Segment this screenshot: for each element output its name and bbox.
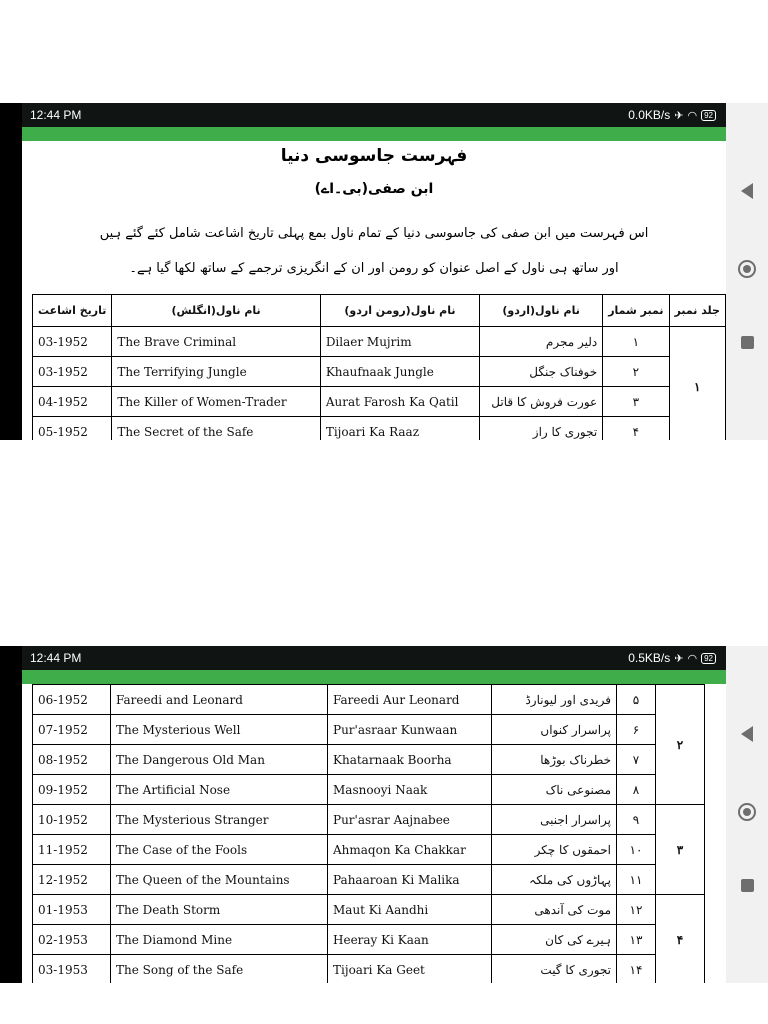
cell-roman: Pur'asrar Aajnabee [328,805,492,835]
back-triangle-icon [741,726,753,742]
header-english: نام ناول(انگلش) [112,295,320,327]
table-row [33,865,705,895]
back-button[interactable] [726,183,768,199]
header-date: تاریخ اشاعت [33,295,112,327]
table-row [33,685,705,715]
home-circle-icon [738,260,756,278]
cell-english: The Song of the Safe [111,955,328,984]
status-time: 12:44 PM [30,108,82,122]
cell-english: The Terrifying Jungle [112,357,320,387]
cell-english: The Secret of the Safe [112,417,320,441]
table-row [33,955,705,984]
cell-roman: Khaufnaak Jungle [320,357,479,387]
home-button[interactable] [726,803,768,821]
table-row [33,805,705,835]
cell-english: Fareedi and Leonard [111,685,328,715]
nav-bar [726,103,768,440]
document-page [22,141,726,440]
screenshot-top [0,103,768,440]
screenshot-bottom [0,646,768,983]
status-bar [22,103,726,127]
cell-urdu: خطرناک بوڑھا [492,745,617,775]
cell-urdu: تجوری کا گیت [492,955,617,984]
cell-number: ۱۰ [617,835,656,865]
header-volume: جلد نمبر [669,295,725,327]
cell-english: The Mysterious Stranger [111,805,328,835]
table-header-row [33,295,726,327]
status-bar [22,646,726,670]
back-triangle-icon [741,183,753,199]
author-name: ابن صفی(بی۔اے) [314,181,434,197]
recent-square-icon [741,879,754,892]
home-button[interactable] [726,260,768,278]
table-row [33,745,705,775]
cell-number: ۶ [617,715,656,745]
description-line-1: اس فہرست میں ابن صفی کی جاسوسی دنیا کے تمام ناول بمع پہلی تاریخ اشاعت شامل کئے گئے ہیں [99,226,649,241]
document-page [22,684,726,983]
cell-date: 05-1952 [33,417,112,441]
cell-date: 04-1952 [33,387,112,417]
cell-urdu: پراسرار اجنبی [492,805,617,835]
cell-english: The Dangerous Old Man [111,745,328,775]
cell-date: 06-1952 [33,685,111,715]
table-row [33,327,726,357]
cell-date: 03-1952 [33,357,112,387]
cell-english: The Brave Criminal [112,327,320,357]
cell-roman: Maut Ki Aandhi [328,895,492,925]
cell-date: 03-1952 [33,327,112,357]
novel-table-bottom [32,684,705,983]
page-title: فہرست جاسوسی دنیا [280,146,468,166]
cell-urdu: عورت فروش کا قاتل [480,387,603,417]
recent-square-icon [741,336,754,349]
cell-english: The Artificial Nose [111,775,328,805]
cell-english: The Death Storm [111,895,328,925]
cell-roman: Ahmaqon Ka Chakkar [328,835,492,865]
table-row [33,895,705,925]
cell-volume: ۴ [656,895,705,984]
cell-roman: Dilaer Mujrim [320,327,479,357]
network-speed: 0.5KB/s [628,651,671,665]
cell-volume: ۲ [656,685,705,805]
cell-volume: ۳ [656,805,705,895]
recent-apps-button[interactable] [726,336,768,349]
app-header-bar [22,670,726,684]
status-time: 12:44 PM [30,651,82,665]
cell-date: 08-1952 [33,745,111,775]
cell-number: ۱۴ [617,955,656,984]
cell-urdu: دلیر مجرم [480,327,603,357]
cell-number: ۲ [603,357,669,387]
cell-urdu: موت کی آندھی [492,895,617,925]
back-button[interactable] [726,726,768,742]
cell-date: 11-1952 [33,835,111,865]
cell-roman: Pur'asraar Kunwaan [328,715,492,745]
airplane-icon: ✈ [674,652,684,665]
cell-roman: Heeray Ki Kaan [328,925,492,955]
cell-roman: Aurat Farosh Ka Qatil [320,387,479,417]
cell-number: ۱ [603,327,669,357]
cell-urdu: مصنوعی ناک [492,775,617,805]
nav-bar [726,646,768,983]
cell-number: ۹ [617,805,656,835]
table-row [33,775,705,805]
wifi-icon: ◠ [687,109,698,122]
cell-number: ۱۱ [617,865,656,895]
app-header-bar [22,127,726,141]
cell-urdu: احمقوں کا چکر [492,835,617,865]
cell-urdu: خوفناک جنگل [480,357,603,387]
cell-date: 01-1953 [33,895,111,925]
cell-volume: ۱ [669,327,725,441]
table-row [33,357,726,387]
cell-urdu: پہاڑوں کی ملکہ [492,865,617,895]
cell-date: 10-1952 [33,805,111,835]
cell-date: 02-1953 [33,925,111,955]
description-line-2: اور ساتھ ہی ناول کے اصل عنوان کو رومن اور ان کے انگریزی ترجمے کے ساتھ لکھا گیا ہے۔ [129,261,619,276]
battery-icon: 92 [701,110,716,121]
cell-roman: Khatarnaak Boorha [328,745,492,775]
table-row [33,925,705,955]
cell-urdu: پراسرار کنواں [492,715,617,745]
cell-roman: Fareedi Aur Leonard [328,685,492,715]
cell-english: The Case of the Fools [111,835,328,865]
network-speed: 0.0KB/s [628,108,671,122]
home-circle-icon [738,803,756,821]
wifi-icon: ◠ [687,652,698,665]
table-row [33,417,726,441]
cell-number: ۸ [617,775,656,805]
cell-urdu: ہیرے کی کان [492,925,617,955]
cell-date: 07-1952 [33,715,111,745]
cell-number: ۱۲ [617,895,656,925]
cell-urdu: تجوری کا راز [480,417,603,441]
cell-number: ۵ [617,685,656,715]
recent-apps-button[interactable] [726,879,768,892]
cell-english: The Killer of Women-Trader [112,387,320,417]
cell-date: 03-1953 [33,955,111,984]
cell-english: The Queen of the Mountains [111,865,328,895]
cell-number: ۷ [617,745,656,775]
cell-english: The Diamond Mine [111,925,328,955]
cell-urdu: فریدی اور لیونارڈ [492,685,617,715]
header-roman: نام ناول(رومن اردو) [320,295,479,327]
cell-roman: Tijoari Ka Raaz [320,417,479,441]
table-row [33,835,705,865]
header-number: نمبر شمار [603,295,669,327]
cell-number: ۴ [603,417,669,441]
cell-date: 12-1952 [33,865,111,895]
cell-date: 09-1952 [33,775,111,805]
airplane-icon: ✈ [674,109,684,122]
cell-roman: Tijoari Ka Geet [328,955,492,984]
cell-number: ۳ [603,387,669,417]
cell-roman: Masnooyi Naak [328,775,492,805]
novel-table-top [32,294,726,440]
cell-roman: Pahaaroan Ki Malika [328,865,492,895]
table-row [33,387,726,417]
cell-number: ۱۳ [617,925,656,955]
table-row [33,715,705,745]
cell-english: The Mysterious Well [111,715,328,745]
battery-icon: 92 [701,653,716,664]
header-urdu: نام ناول(اردو) [480,295,603,327]
